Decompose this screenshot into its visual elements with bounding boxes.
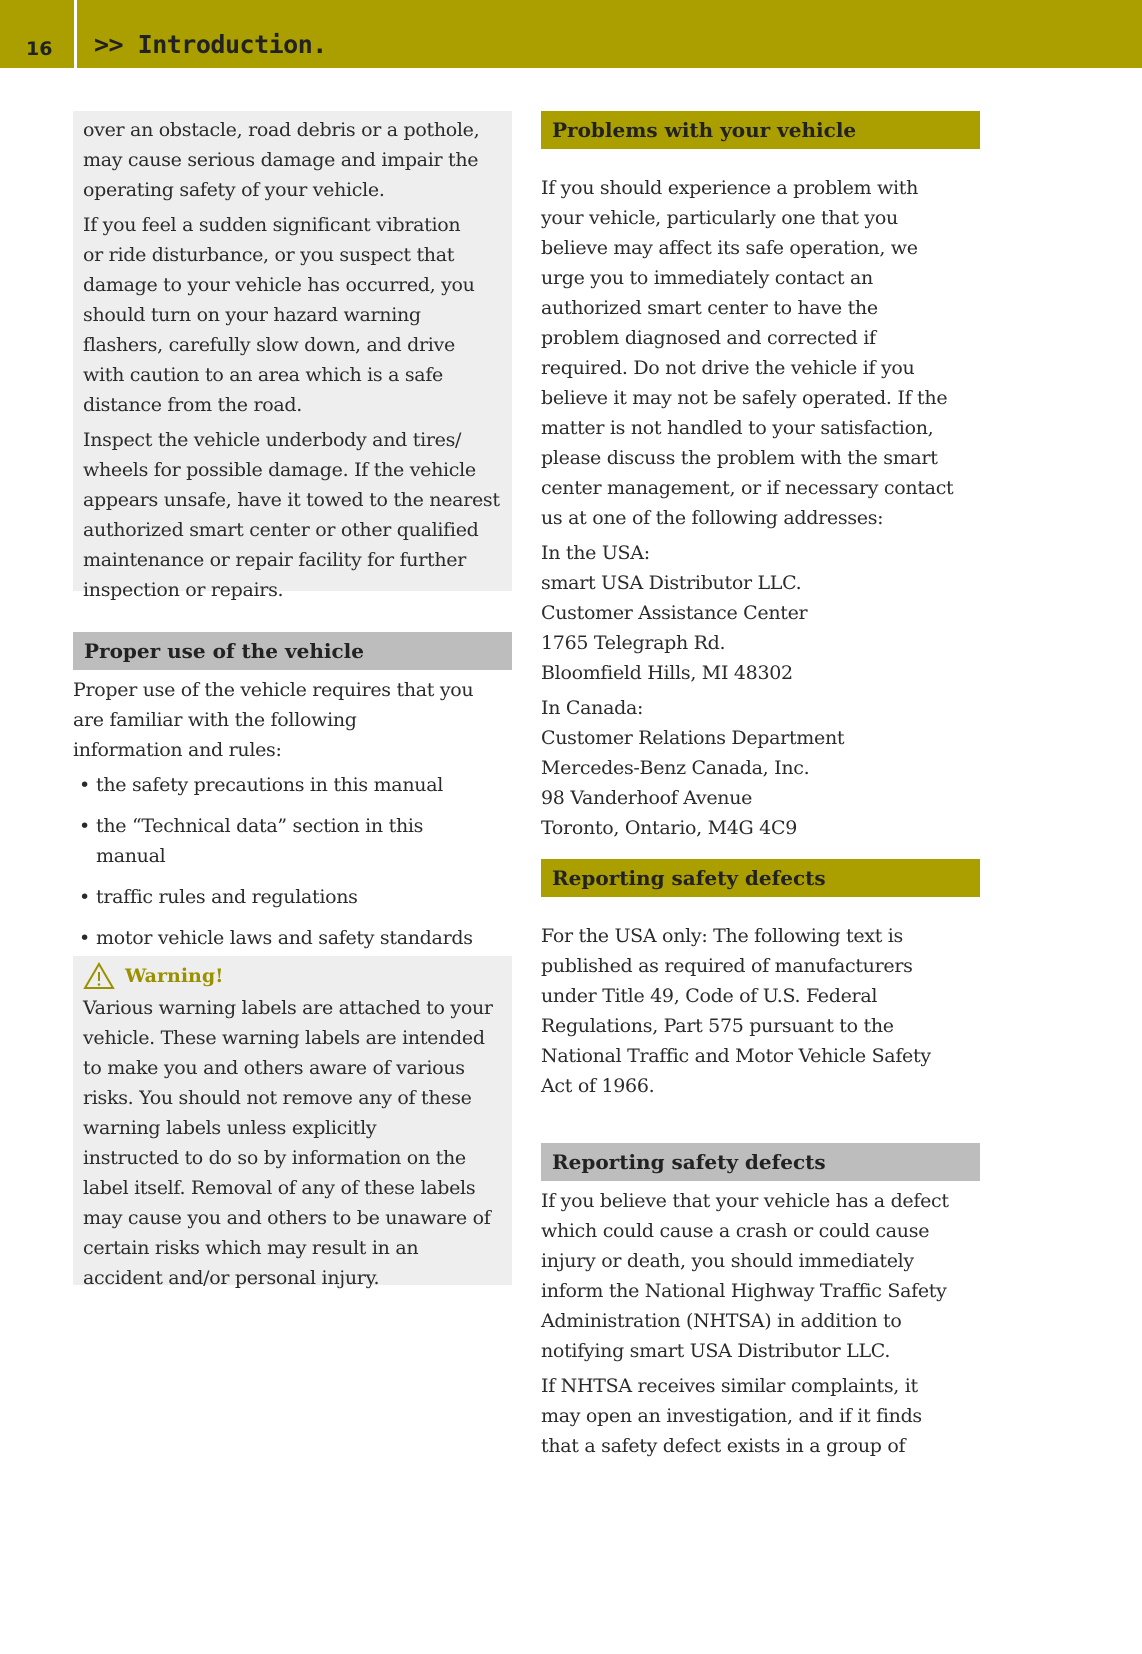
text-line: that a safety defect exists in a group of [541, 1435, 906, 1457]
paragraph [541, 1186, 980, 1366]
text-line: Inspect the vehicle underbody and tires/ [83, 429, 462, 451]
text-line: may cause you and others to be unaware of [83, 1207, 491, 1229]
paragraph [541, 921, 980, 1101]
header-rule [0, 68, 1142, 70]
page-number-text: 16 [26, 38, 53, 60]
warning-title: Warning! [125, 965, 224, 987]
text-line: please discuss the problem with the smart [541, 447, 938, 469]
reporting-section-nhtsa [541, 1143, 980, 1466]
text-line: information and rules: [73, 739, 282, 761]
text-line: to make you and others aware of various [83, 1057, 465, 1079]
text-line: may cause serious damage and impair the [83, 149, 479, 171]
bullet-list [73, 770, 512, 953]
text-line: • motor vehicle laws and safety standards [96, 927, 473, 949]
list-item [73, 923, 512, 953]
list-item [73, 770, 512, 800]
text-line: For the USA only: The following text is [541, 925, 904, 947]
text-line: certain risks which may result in an [83, 1237, 419, 1259]
text-line: under Title 49, Code of U.S. Federal [541, 985, 878, 1007]
paragraph [541, 538, 980, 688]
paragraph [83, 425, 512, 605]
list-item [73, 882, 512, 912]
text-line: inspection or repairs. [83, 579, 284, 601]
text-line: Act of 1966. [541, 1075, 655, 1097]
section-heading: Proper use of the vehicle [73, 632, 512, 670]
text-line: vehicle. These warning labels are intended [83, 1027, 485, 1049]
paragraphs [541, 1186, 980, 1461]
paragraphs [541, 921, 980, 1101]
text-line: wheels for possible damage. If the vehicle [83, 459, 476, 481]
text-line: matter is not handled to your satisfaction, [541, 417, 934, 439]
text-line: believe it may not be safely operated. If the [541, 387, 948, 409]
text-line: Various warning labels are attached to your [83, 997, 493, 1019]
text-line: authorized smart center or other qualified [83, 519, 479, 541]
warning-header [83, 956, 512, 996]
text-line: 1765 Telegraph Rd. [541, 632, 726, 654]
reporting-section-usa [541, 859, 980, 1106]
text-line: maintenance or repair facility for further [83, 549, 467, 571]
page-header [0, 0, 1142, 70]
text-line: • the “Technical data” section in this [96, 815, 424, 837]
text-line: problem diagnosed and corrected if [541, 327, 876, 349]
paragraph [83, 993, 512, 1293]
text-line: over an obstacle, road debris or a pothole, [83, 119, 480, 141]
header-divider [74, 0, 77, 70]
paragraph [83, 210, 512, 420]
text-line: urge you to immediately contact an [541, 267, 873, 289]
paragraph [541, 1371, 980, 1461]
text-line: If you feel a sudden significant vibration [83, 214, 461, 236]
text-line: Customer Relations Department [541, 727, 845, 749]
text-line: with caution to an area which is a safe [83, 364, 444, 386]
text-line: or ride disturbance, or you suspect that [83, 244, 455, 266]
text-line: Customer Assistance Center [541, 602, 808, 624]
intro-box [73, 111, 512, 601]
paragraphs [83, 115, 512, 605]
text-line: flashers, carefully slow down, and drive [83, 334, 455, 356]
text-line: Toronto, Ontario, M4G 4C9 [541, 817, 797, 839]
text-line: accident and/or personal injury. [83, 1267, 380, 1289]
text-line: should turn on your hazard warning [83, 304, 421, 326]
text-line: If you should experience a problem with [541, 177, 919, 199]
text-line: Administration (NHTSA) in addition to [541, 1310, 902, 1332]
page-number [0, 0, 74, 70]
list-item [73, 811, 512, 871]
text-line: In Canada: [541, 697, 644, 719]
text-line: risks. You should not remove any of these [83, 1087, 472, 1109]
text-line: Bloomfield Hills, MI 48302 [541, 662, 793, 684]
warning-box [73, 956, 512, 1289]
text-line: • traffic rules and regulations [96, 886, 358, 908]
paragraph [73, 675, 512, 765]
text-line: • the safety precautions in this manual [96, 774, 444, 796]
text-line: smart USA Distributor LLC. [541, 572, 802, 594]
text-line: Proper use of the vehicle requires that you [73, 679, 474, 701]
text-line: If NHTSA receives similar complaints, it [541, 1375, 918, 1397]
text-line: If you believe that your vehicle has a defect [541, 1190, 949, 1212]
text-line: distance from the road. [83, 394, 303, 416]
text-line: authorized smart center to have the [541, 297, 878, 319]
text-line: which could cause a crash or could cause [541, 1220, 930, 1242]
text-line: are familiar with the following [73, 709, 357, 731]
text-line: warning labels unless explicitly [83, 1117, 377, 1139]
text-line: damage to your vehicle has occurred, you [83, 274, 475, 296]
text-line: manual [96, 845, 166, 867]
section-heading: Reporting safety defects [541, 1143, 980, 1181]
problems-section [541, 111, 980, 848]
text-line: required. Do not drive the vehicle if you [541, 357, 915, 379]
paragraph [83, 115, 512, 205]
warning-triangle-icon [83, 962, 115, 990]
text-line: believe may affect its safe operation, we [541, 237, 918, 259]
text-line: 98 Vanderhoof Avenue [541, 787, 753, 809]
text-line: label itself. Removal of any of these labels [83, 1177, 476, 1199]
text-line: may open an investigation, and if it finds [541, 1405, 922, 1427]
text-line: your vehicle, particularly one that you [541, 207, 898, 229]
text-line: National Traffic and Motor Vehicle Safety [541, 1045, 931, 1067]
text-line: In the USA: [541, 542, 650, 564]
text-line: operating safety of your vehicle. [83, 179, 385, 201]
chapter-title: >> Introduction. [94, 30, 327, 59]
text-line: center management, or if necessary contact [541, 477, 954, 499]
paragraph [541, 693, 980, 843]
text-line: injury or death, you should immediately [541, 1250, 914, 1272]
text-line: Mercedes-Benz Canada, Inc. [541, 757, 810, 779]
section-heading: Reporting safety defects [541, 859, 980, 897]
proper-use-section [73, 632, 512, 964]
text-line: published as required of manufacturers [541, 955, 913, 977]
paragraph [541, 173, 980, 533]
text-line: appears unsafe, have it towed to the nearest [83, 489, 500, 511]
text-line: us at one of the following addresses: [541, 507, 884, 529]
text-line: inform the National Highway Traffic Safety [541, 1280, 947, 1302]
text-line: Regulations, Part 575 pursuant to the [541, 1015, 894, 1037]
text-line: instructed to do so by information on the [83, 1147, 466, 1169]
paragraphs [541, 173, 980, 843]
section-heading: Problems with your vehicle [541, 111, 980, 149]
text-line: notifying smart USA Distributor LLC. [541, 1340, 891, 1362]
